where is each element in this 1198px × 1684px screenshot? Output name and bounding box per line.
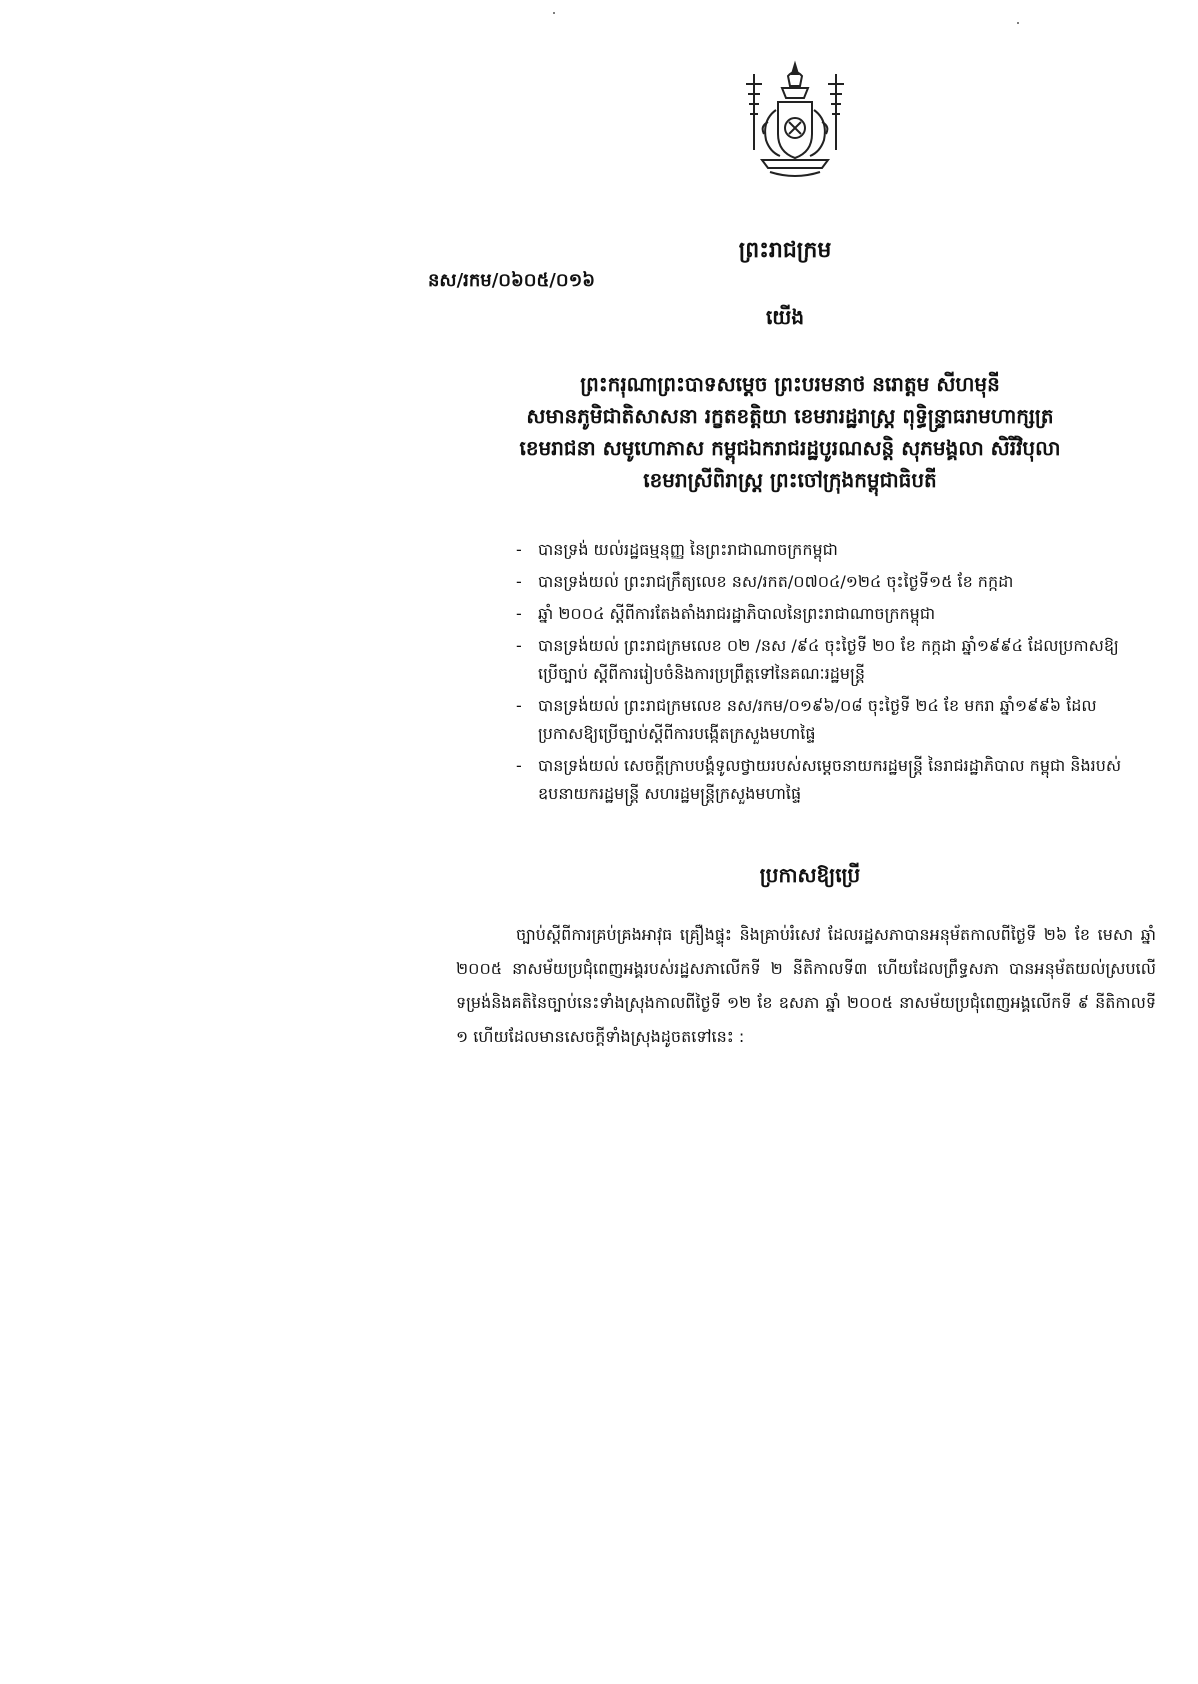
scan-speck (1017, 22, 1019, 24)
king-title-line: ព្រះករុណាព្រះបាទសម្តេច ព្រះបរមនាថ នរោត្តម សីហមុនី (580, 372, 1000, 396)
list-item: - បានទ្រង់យល់ ព្រះរាជក្រមលេខ ០២ /នស /៩៤ ចុះថ្ងៃទី ២០ ខែ កក្កដា ឆ្នាំ១៩៩៤ ដែលប្រកាសឱ្យប្រើច្បាប់ ស្តីពីការរៀបចំនិងការប្រព្រឹត្តទៅនៃគណៈរដ្ឋមន្ត្រី (516, 636, 1119, 683)
royal-coat-of-arms-icon (740, 60, 850, 182)
promulgate-heading: ប្រកាសឱ្យប្រើ (759, 863, 861, 887)
we-heading: យើង (765, 305, 805, 329)
decree-title: ព្រះរាជក្រម (738, 238, 832, 263)
scan-speck (553, 12, 555, 14)
king-title-line: សមានភូមិជាតិសាសនា រក្ខតខត្តិយា ខេមរារដ្ឋរាស្ត្រ ពុទ្ធិន្ទ្រាធរាមហាក្សត្រ (526, 404, 1054, 428)
king-title (440, 368, 1140, 496)
list-item: - បានទ្រង់យល់ ព្រះរាជក្រឹត្យលេខ នស/រកត/០៧០៤/១២៤ ចុះថ្ងៃទី១៥ ខែ កក្កដា (516, 572, 1014, 591)
list-item: - បានទ្រង់យល់ សេចក្តីក្រាបបង្គំទូលថ្វាយរបស់សម្តេចនាយករដ្ឋមន្ត្រី នៃរាជរដ្ឋាភិបាល កម្ពុជា និងរបស់ឧបនាយករដ្ឋមន្ត្រី សហរដ្ឋមន្ត្រីក្រសួងមហាផ្ទៃ (516, 756, 1122, 803)
list-item: - ឆ្នាំ ២០០៤ ស្តីពីការតែងតាំងរាជរដ្ឋាភិបាលនៃព្រះរាជាណាចក្រកម្ពុជា (516, 604, 936, 623)
list-item: - បានទ្រង់យល់ ព្រះរាជក្រមលេខ នស/រកម/០១៩៦/០៨ ចុះថ្ងៃទី ២៤ ខែ មករា ឆ្នាំ១៩៩៦ ដែលប្រកាសឱ្យប្រើច្បាប់ស្តីពីការបង្កើតក្រសួងមហាផ្ទៃ (516, 696, 1097, 743)
considerations-list (516, 536, 1136, 812)
list-item: - បានទ្រង់ យល់រដ្ឋធម្មនុញ្ញ នៃព្រះរាជាណាចក្រកម្ពុជា (516, 540, 838, 559)
king-title-line: ខេមរាស្រីពិរាស្ត្រ ព្រះចៅក្រុងកម្ពុជាធិបតី (643, 468, 937, 492)
reference-number: នស/រកម/០៦០៥/០១៦ (428, 270, 595, 291)
king-title-line: ខេមរាជនា សមូហោភាស កម្ពុជឯករាជរដ្ឋបូរណសន្តិ សុភមង្គលា សិរីវិបុលា (519, 436, 1061, 460)
body-paragraph: ច្បាប់ស្តីពីការគ្រប់គ្រងអាវុធ គ្រឿងផ្ទុះ និងគ្រាប់រំសេវ ដែលរដ្ឋសភាបានអនុម័តកាលពីថ្ងៃទី ២៦ ខែ មេសា ឆ្នាំ ២០០៥ នាសម័យប្រជុំពេញអង្គរបស់រដ្ឋសភាលើកទី ២ នីតិកាលទី៣ ហើយដែលព្រឹទ្ធសភា បានអនុម័តយល់ស្របលើទម្រង់និងគតិនៃច្បាប់នេះទាំងស្រុងកាលពីថ្ងៃទី ១២ ខែ ឧសភា ឆ្នាំ ២០០៥ នាសម័យប្រជុំពេញអង្គលើកទី ៩ នីតិកាលទី ១ ហើយដែលមានសេចក្តីទាំងស្រុងដូចតទៅនេះ : (456, 925, 1156, 1046)
